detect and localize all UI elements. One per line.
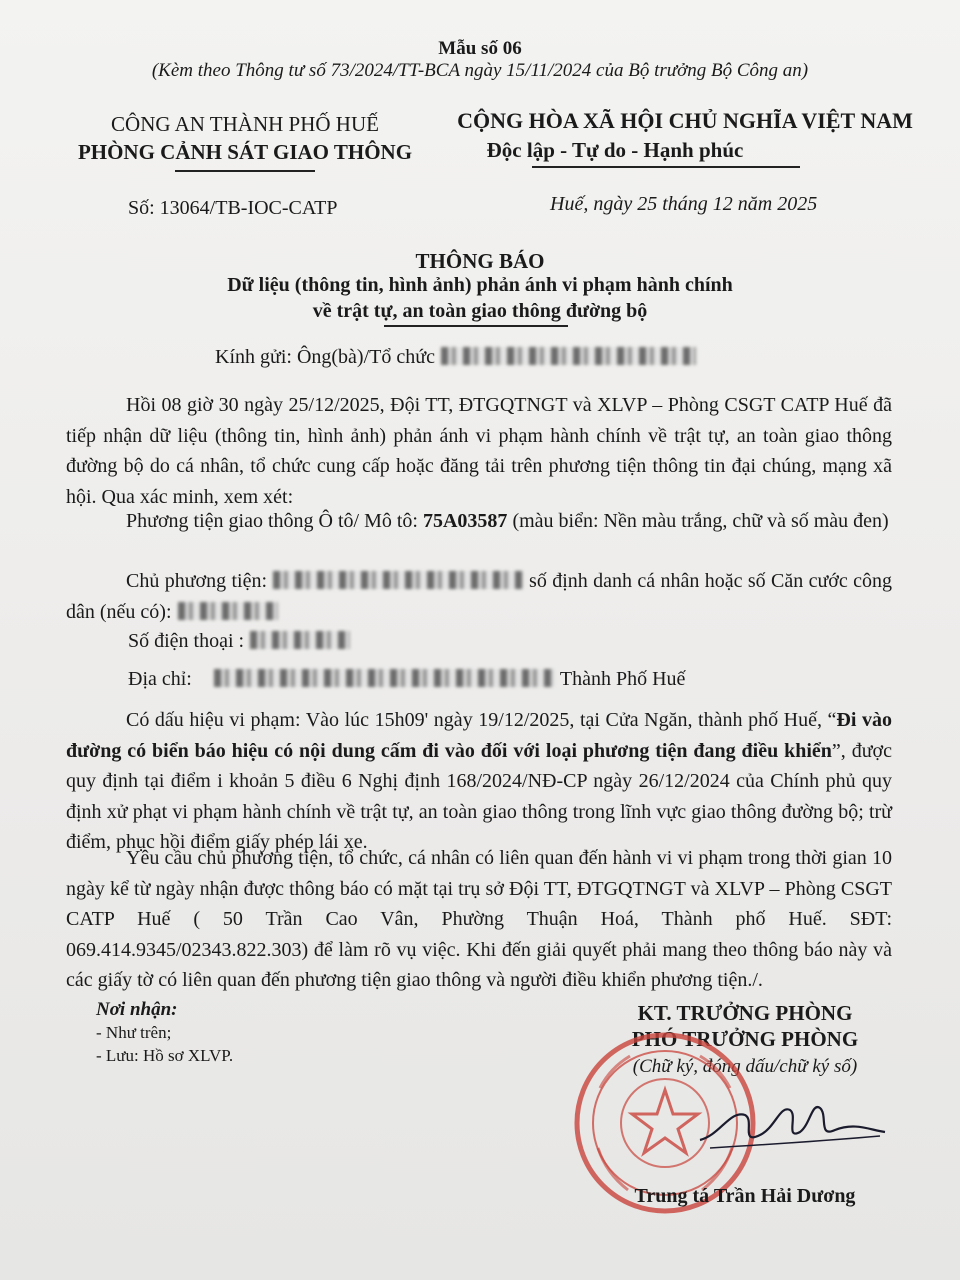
- document-number: Số: 13064/TB-IOC-CATP: [128, 197, 338, 219]
- recipients-title: Nơi nhận:: [96, 999, 178, 1020]
- redacted-recipient: [441, 347, 696, 365]
- redacted-owner-name: [273, 571, 523, 589]
- title-underline: [384, 325, 568, 327]
- vehicle-line: [66, 506, 892, 537]
- owner-label: Chủ phương tiện:: [126, 570, 268, 592]
- owner-line: [66, 566, 892, 627]
- redacted-address: [214, 669, 554, 687]
- signature-note: (Chữ ký, đóng dấu/chữ ký số): [632, 1056, 858, 1077]
- handwritten-signature: [690, 1090, 890, 1160]
- form-attachment-note: (Kèm theo Thông tư số 73/2024/TT-BCA ngày 15/11/2024 của Bộ trưởng Bộ Công an): [151, 60, 809, 81]
- violation-description: Đi vào đường có biển báo hiệu có nội dung cấm đi vào đối với loại phương tiện đang điều khiển: [66, 709, 892, 762]
- notice-subtitle-1: Dữ liệu (thông tin, hình ảnh) phản ánh vi phạm hành chính: [227, 274, 733, 296]
- redacted-phone: [250, 631, 350, 649]
- plate-description: (màu biển: Nền màu trắng, chữ và số màu đen): [512, 510, 889, 532]
- recipient-label: Kính gửi: Ông(bà)/Tổ chức: [215, 346, 435, 368]
- request-paragraph: Yêu cầu chủ phương tiện, tổ chức, cá nhân có liên quan đến hành vi vi phạm trong thời gian 10 ngày kể từ ngày nhận được thông báo có mặt tại trụ sở Đội TT, ĐTGQTNGT và XLVP – Phòng CSGT CATP Huế ( 50 Trần Cao Vân, Phường Thuận Hoá, Thành phố Huế. SĐT: 069.414.9345/02343.822.303) để làm rõ vụ việc. Khi đến giải quyết phải mang theo thông báo này và các giấy tờ có liên quan đến phương tiện giao thông và người điều khiển phương tiện./.: [66, 847, 892, 991]
- redacted-owner-id: [178, 602, 278, 620]
- address-line: [128, 668, 685, 691]
- recipient-item-1: - Như trên;: [96, 1023, 172, 1042]
- motto-underline: [532, 166, 800, 168]
- license-plate: 75A03587: [422, 510, 508, 532]
- national-title: CỘNG HÒA XÃ HỘI CHỦ NGHĨA VIỆT NAM: [457, 108, 913, 133]
- address-label: Địa chỉ:: [128, 668, 192, 690]
- violation-rest: ”, được quy định tại điểm i khoản 5 điều 6 Nghị định 168/2024/NĐ-CP ngày 26/12/2024 của Chính phủ quy định xử phạt vi phạm hành chính về trật tự, an toàn giao thông trong lĩnh vực giao thông đường bộ; trừ điểm, phục hồi điểm giấy phép lái xe.: [66, 739, 892, 853]
- document-date: Huế, ngày 25 tháng 12 năm 2025: [550, 193, 818, 215]
- violation-intro: Có dấu hiệu vi phạm: Vào lúc 15h09' ngày 19/12/2025, tại Cửa Ngăn, thành phố Huế, “: [126, 709, 837, 731]
- notice-title: THÔNG BÁO: [415, 249, 545, 273]
- intro-paragraph: Hồi 08 giờ 30 ngày 25/12/2025, Đội TT, ĐTGQTNGT và XLVP – Phòng CSGT CATP Huế đã tiếp nhận dữ liệu (thông tin, hình ảnh) phản ánh vi phạm hành chính về trật tự, an toàn giao thông đường bộ do cá nhân, tổ chức cung cấp hoặc đăng tải trên phương tiện thông tin đại chúng, mạng xã hội. Qua xác minh, xem xét:: [66, 394, 892, 508]
- department-name: PHÒNG CẢNH SÁT GIAO THÔNG: [77, 140, 413, 164]
- signer-name: Trung tá Trần Hải Dương: [634, 1185, 856, 1207]
- national-motto: Độc lập - Tự do - Hạnh phúc: [486, 138, 744, 162]
- signature-title-1: KT. TRƯỞNG PHÒNG: [637, 1001, 853, 1025]
- owner-id-label: số định danh cá nhân hoặc số Căn cước công dân (nếu có):: [66, 570, 892, 623]
- notice-subtitle-2: về trật tự, an toàn giao thông đường bộ: [312, 300, 648, 322]
- signature-title-2: PHÓ TRƯỞNG PHÒNG: [631, 1027, 859, 1051]
- violation-paragraph: [66, 705, 892, 858]
- phone-label: Số điện thoại :: [128, 630, 245, 652]
- recipient-line: [215, 346, 702, 369]
- address-city: Thành Phố Huế: [559, 668, 686, 690]
- vehicle-label: Phương tiện giao thông Ô tô/ Mô tô:: [126, 510, 418, 532]
- agency-name: CÔNG AN THÀNH PHỐ HUẾ: [111, 112, 379, 136]
- form-number: Mẫu số 06: [438, 38, 522, 59]
- department-underline: [175, 170, 315, 172]
- phone-line: [128, 630, 356, 653]
- recipient-item-2: - Lưu: Hồ sơ XLVP.: [96, 1046, 234, 1065]
